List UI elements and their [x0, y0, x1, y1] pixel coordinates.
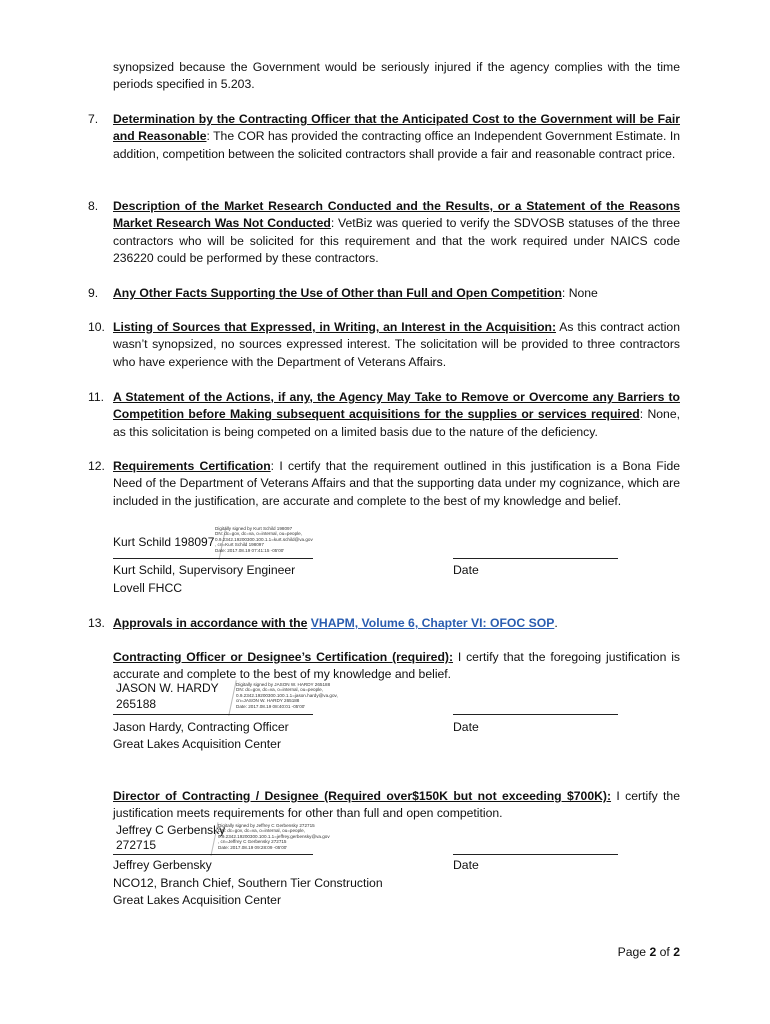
- section-9: 9. Any Other Facts Supporting the Use of Other than Full and Open Competition: None: [88, 285, 680, 302]
- section-number: 10.: [88, 320, 105, 334]
- signer-organization: Great Lakes Acquisition Center: [113, 737, 282, 751]
- section-8: 8. Description of the Market Research Conducted and the Results, or a Statement of the Reasons Market Research Was Not Conducted: VetBiz was queried to verify the SDVOSB statuses of the three contractors who will be solicited for this requirement and that the work required under NAICS code 236220 could be performed by these contractors.: [88, 199, 680, 266]
- section-13: 13. Approvals in accordance with the VHAPM, Volume 6, Chapter VI: OFOC SOP.: [88, 615, 680, 632]
- signer-name-display: Kurt Schild 198097: [113, 535, 215, 549]
- date-label: Date: [453, 563, 479, 577]
- section-heading: Any Other Facts Supporting the Use of Other than Full and Open Competition: [113, 286, 562, 300]
- director-certification: [113, 788, 680, 823]
- signer-name-display: JASON W. HARDY: [116, 681, 219, 695]
- signer-name-title: Kurt Schild, Supervisory Engineer: [113, 563, 296, 577]
- section-heading: Determination by the Contracting Officer that the Anticipated Cost to the Government will be Fair and Reasonable: [113, 112, 680, 144]
- section-11: 11. A Statement of the Actions, if any, the Agency May Take to Remove or Overcome any Barriers to Competition before Making subsequent acquisitions for the supplies or services required: None, as this solicitation is being competed on a limited basis due to the nature of the deficiency.: [88, 390, 680, 439]
- signer-name-display: Jeffrey C Gerbensky: [116, 823, 226, 837]
- section-text: None, as this solicitation is being competed on a limited basis due to the nature of the deficiency.: [113, 407, 680, 439]
- section-number: 13.: [88, 616, 105, 630]
- signer-organization: Great Lakes Acquisition Center: [113, 893, 282, 907]
- signer-organization: Lovell FHCC: [113, 581, 183, 595]
- section-heading: A Statement of the Actions, if any, the Agency May Take to Remove or Overcome any Barriers to Competition before Making subsequent acquisitions for the supplies or services required: [113, 390, 680, 422]
- section-number: 12.: [88, 459, 105, 473]
- section-heading: Approvals in accordance with the: [113, 616, 308, 630]
- signer-role: NCO12, Branch Chief, Southern Tier Construction: [113, 876, 383, 890]
- section-text: I certify that the requirement outlined in this justification is a Bona Fide Need of the Department of Veterans Affairs and that the supporting data under my cognizance, which are included in the justification, are accurate and complete to the best of my knowledge and belief.: [113, 459, 680, 508]
- section-number: 9.: [88, 286, 99, 300]
- co-heading: Contracting Officer or Designee’s Certification (required):: [113, 650, 454, 664]
- signer-name-title: Jeffrey Gerbensky: [113, 858, 212, 872]
- digital-signature-text: Digitally signed by Kurt Schild 198097 DN: dc=gov, dc=va, o=internal, ou=people, 0.9.2342.19200300.100.1.1=kurt.schild@va.gov , cn=Kurt Schild 198097 Date: 2017.08.19 07:41:15 -05'00': [215, 526, 313, 553]
- signature-line: [113, 558, 313, 559]
- signer-name-title: Jason Hardy, Contracting Officer: [113, 720, 289, 734]
- date-line: [453, 558, 618, 559]
- intro-paragraph: [113, 59, 680, 94]
- section-heading: Description of the Market Research Conducted and the Results, or a Statement of the Reasons Market Research Was Not Conducted: [113, 199, 680, 231]
- section-12: 12. Requirements Certification: I certify that the requirement outlined in this justification is a Bona Fide Need of the Department of Veterans Affairs and that the supporting data under my cognizance, which are included in the justification, are accurate and complete to the best of my knowledge and belief.: [88, 459, 680, 508]
- section-text: As this contract action wasn’t synopsized, no sources expressed interest. The solicitation will be provided to three contractors who have experience with the Department of Veterans Affairs.: [113, 320, 680, 369]
- date-label: Date: [453, 720, 479, 734]
- vhapm-sop-link[interactable]: VHAPM, Volume 6, Chapter VI: OFOC SOP: [310, 616, 555, 630]
- section-text: None: [568, 286, 598, 300]
- date-line: [453, 854, 618, 855]
- section-heading: Requirements Certification: [113, 459, 271, 473]
- section-7: 7. Determination by the Contracting Officer that the Anticipated Cost to the Government will be Fair and Reasonable: The COR has provided the contracting office an Independent Government Estimate. In addition, competition between the solicited contractors shall provide a fair and reasonable contract price.: [88, 112, 680, 161]
- signer-id-display: 265188: [116, 697, 157, 711]
- digital-signature-text: Digitally signed by JASON W. HARDY 265188 DN: dc=gov, dc=va, o=internal, ou=people, 0.9.2342.19200300.100.1.1=jason.hardy@va.gov, cn=JASON W. HARDY 265188 Date: 2017.08.19 08:40:01 -05'00': [236, 682, 338, 709]
- intro-text: synopsized because the Government would be seriously injured if the agency complies with the time periods specified in 5.203.: [113, 60, 680, 92]
- date-label: Date: [453, 858, 479, 872]
- signer-id-display: 272715: [116, 838, 157, 852]
- digital-signature-text: Digitally signed by Jeffrey C Gerbensky 272715 DN: dc=gov, dc=va, o=internal, ou=people, 0.9.2342.19200300.100.1.1=jeffrey.gerbensky@va.gov , cn=Jeffrey C Gerbensky 272715 Date: 2017.08.19 09:28:09 -05'00': [218, 823, 330, 850]
- section-number: 8.: [88, 199, 99, 213]
- page-number-footer: Page 2 of 2: [617, 945, 680, 959]
- section-number: 11.: [88, 390, 105, 404]
- section-number: 7.: [88, 112, 99, 126]
- signature-line: [113, 854, 313, 855]
- signature-line: [113, 714, 313, 715]
- section-heading: Listing of Sources that Expressed, in Writing, an Interest in the Acquisition:: [113, 320, 557, 334]
- section-text: The COR has provided the contracting office an Independent Government Estimate. In addition, competition between the solicited contractors shall provide a fair and reasonable contract price.: [113, 129, 680, 161]
- date-line: [453, 714, 618, 715]
- dir-heading: Director of Contracting / Designee (Required over$150K but not exceeding $700K):: [113, 789, 612, 803]
- section-10: [88, 319, 680, 371]
- co-text: I certify that the foregoing justification is accurate and complete to the best of my knowledge and belief.: [113, 650, 680, 682]
- dir-text: I certify the justification meets requirements for other than full and open competition.: [113, 789, 680, 821]
- contracting-officer-certification: [113, 649, 680, 684]
- section-text: VetBiz was queried to verify the SDVOSB statuses of the three contractors who will be solicited for this requirement and that the work required under NAICS code 236220 could be performed by these contractors.: [113, 216, 680, 266]
